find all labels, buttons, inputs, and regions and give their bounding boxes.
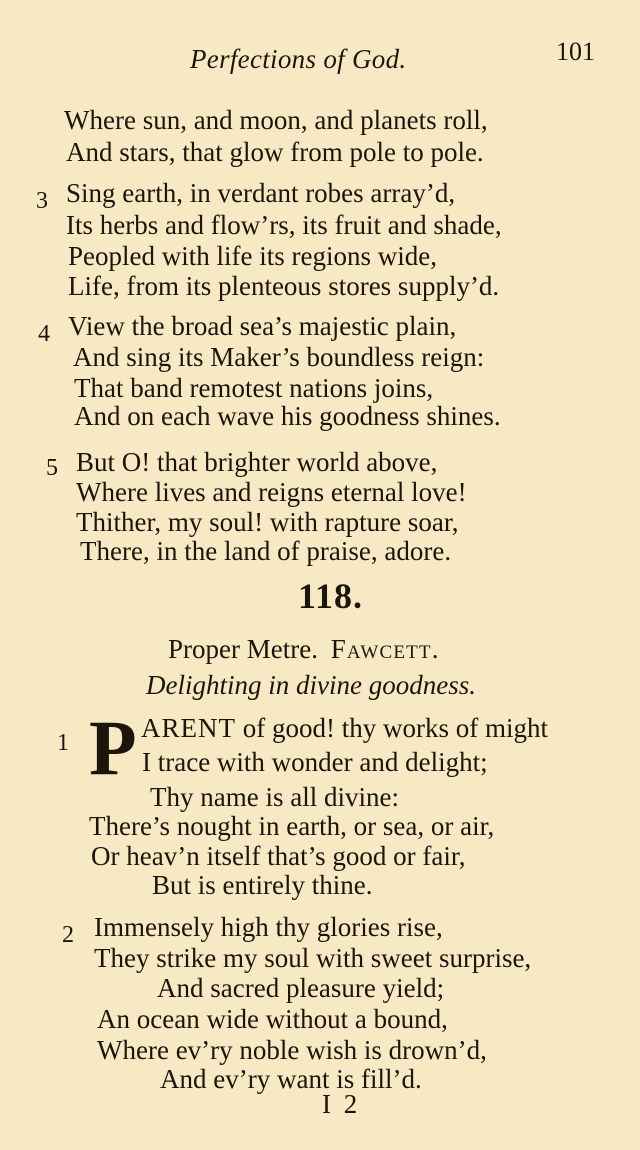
verse-line: And sing its Maker’s boundless reign: <box>73 342 485 372</box>
page-number: 101 <box>556 37 595 66</box>
meter-label: Proper Metre. <box>168 634 318 664</box>
verse-line: Where ev’ry noble wish is drown’d, <box>97 1035 487 1065</box>
verse-line: An ocean wide without a bound, <box>97 1004 448 1034</box>
verse-line: I trace with wonder and delight; <box>142 747 488 777</box>
signature-mark: I 2 <box>322 1089 361 1119</box>
verse-line: Its herbs and flow’rs, its fruit and shade, <box>66 210 502 240</box>
continued-line: And stars, that glow from pole to pole. <box>66 137 484 167</box>
verse-line: View the broad sea’s majestic plain, <box>68 311 457 341</box>
verse-number: 1 <box>57 730 69 756</box>
verse-number: 5 <box>46 455 58 481</box>
verse-line: But O! that brighter world above, <box>76 447 438 477</box>
drop-cap: P <box>89 704 137 791</box>
verse-line: But is entirely thine. <box>152 870 373 900</box>
hymn-subject: Delighting in divine goodness. <box>146 670 476 700</box>
verse-line: They strike my soul with sweet surprise, <box>94 943 532 973</box>
verse-line: There, in the land of praise, adore. <box>80 536 452 566</box>
verse-line: And sacred pleasure yield; <box>157 973 445 1003</box>
verse-line: And on each wave his goodness shines. <box>74 401 501 431</box>
verse-line: Peopled with life its regions wide, <box>68 241 437 271</box>
first-line-rest: of good! thy works of might <box>242 713 548 743</box>
verse-line: Where lives and reigns eternal love! <box>76 477 467 507</box>
verse-line: Or heav’n itself that’s good or fair, <box>91 841 466 871</box>
verse-number: 3 <box>36 188 48 214</box>
verse-line: Thy name is all divine: <box>150 782 399 812</box>
verse-line: There’s nought in earth, or sea, or air, <box>89 811 495 841</box>
author-name: Fawcett. <box>330 634 440 664</box>
continued-line: Where sun, and moon, and planets roll, <box>64 105 488 135</box>
verse-line: That band remotest nations joins, <box>74 373 434 403</box>
first-word-rest: ARENT <box>141 713 236 743</box>
verse-line: Thither, my soul! with rapture soar, <box>76 507 459 537</box>
hymn-number: 118. <box>298 576 364 616</box>
verse-line: Immensely high thy glories rise, <box>94 912 443 942</box>
verse-line <box>141 712 548 744</box>
running-head-title: Perfections of God. <box>190 44 407 74</box>
verse-line: Sing earth, in verdant robes array’d, <box>66 178 456 208</box>
verse-number: 2 <box>62 922 74 948</box>
hymn-meter-line <box>168 634 440 665</box>
verse-line: And ev’ry want is fill’d. <box>160 1064 422 1094</box>
verse-number: 4 <box>38 321 50 347</box>
verse-line: Life, from its plenteous stores supply’d. <box>68 271 500 301</box>
